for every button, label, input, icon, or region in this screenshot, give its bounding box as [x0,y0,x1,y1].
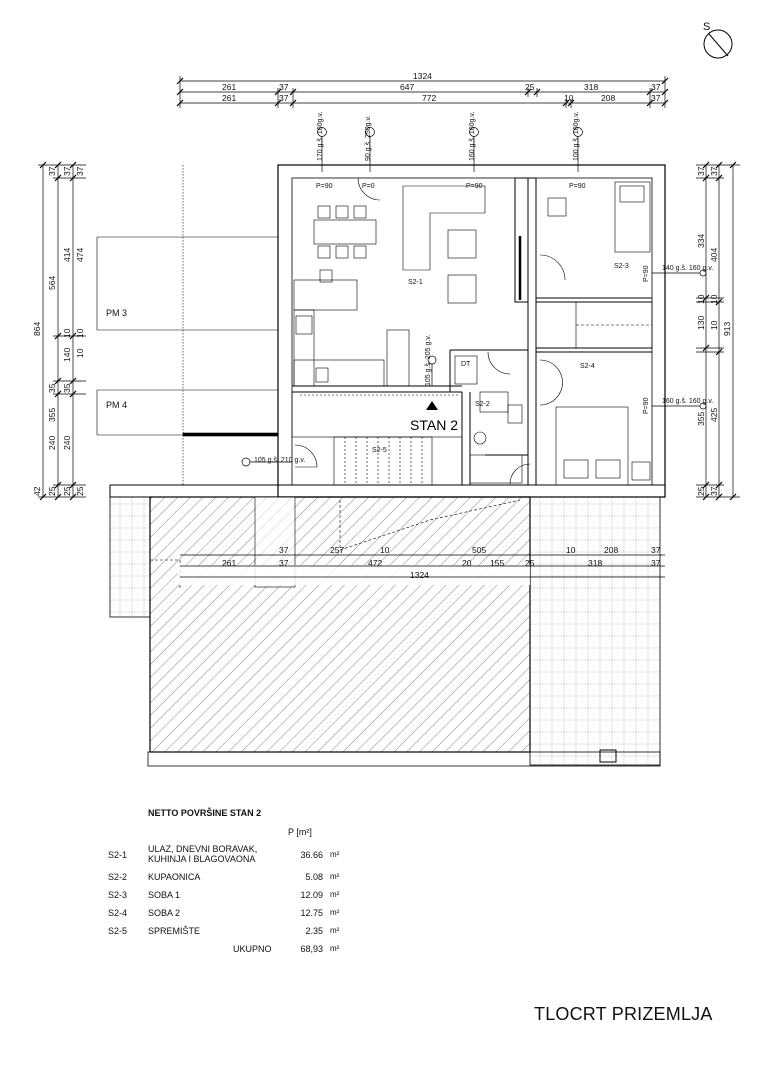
area-table-heading: NETTO POVRŠINE STAN 2 [148,808,262,818]
room-name: KUPAONICA [148,872,201,882]
dim-top: 37 [651,93,661,103]
room-code: S2-2 [108,872,128,882]
parapet-label: P=0 [362,183,375,190]
dim-mid: 261 [222,558,237,568]
dim-left: 10 [62,328,72,338]
dim-left: 140 [62,347,72,362]
room-area: 2.35 [305,926,323,936]
dim-mid: 37 [279,545,289,555]
dim-right: 37 [709,166,719,176]
parapet-label: P=90 [466,183,483,190]
opening-label: 160 g.š. 160g.v. [469,111,476,161]
room-code: S2-1 [108,850,128,860]
dim-top: 37 [279,82,289,92]
dim-mid: 37 [651,545,661,555]
dim-mid: 155 [490,558,505,568]
dim-top: 37 [279,93,289,103]
parking-bays [97,165,278,485]
dim-left: 10 [75,328,85,338]
dim-right: 130 [696,315,706,330]
drawing-title: TLOCRT PRIZEMLJA [534,1004,713,1024]
dim-mid: 10 [566,545,576,555]
dim-mid: 208 [604,545,619,555]
parapet-label: P=90 [643,265,650,282]
dim-mid: 37 [651,558,661,568]
dim-top: 208 [601,93,616,103]
compass-letter: S [703,21,711,33]
dim-top-total: 1324 [413,71,432,81]
dim-top: 318 [584,82,599,92]
dim-left: 414 [62,247,72,262]
dim-top: 647 [400,82,415,92]
unit-label: m² [330,944,340,953]
dim-mid: 257 [330,545,345,555]
dim-left: 37 [75,166,85,176]
dim-mid: 37 [279,558,289,568]
dim-top: 37 [651,82,661,92]
unit-label: m² [330,850,340,859]
parapet-label: P=90 [569,183,586,190]
dim-top: 25 [525,82,535,92]
table-row [108,890,348,904]
room-code: S2-3 [108,890,128,900]
room-label-s2-2: S2-2 [475,401,490,408]
dim-left: 37 [47,166,57,176]
dim-left: 25 [62,486,72,496]
dim-left: 474 [75,247,85,262]
right-dimension-lines [696,165,740,497]
table-row [108,844,348,864]
dim-mid: 25 [525,558,535,568]
table-row [108,926,348,940]
area-table [108,808,358,954]
dim-mid: 318 [588,558,603,568]
dim-left-total: 864 [32,321,42,336]
parapet-label: P=90 [316,183,333,190]
room-area: 36.66 [300,850,323,860]
opening-label: 160 g.š. 160 g.v. [662,398,714,405]
room-name: SPREMIŠTE [148,926,201,936]
dim-right: 404 [709,247,719,262]
dim-right: 10 [709,320,719,330]
room-code: S2-4 [108,908,128,918]
dim-left: 42 [32,486,42,496]
dim-mid: 10 [380,545,390,555]
dim-left: 25 [75,486,85,496]
dim-top: 261 [222,93,237,103]
table-row-total [108,944,348,958]
dim-left: 37 [62,166,72,176]
dim-top: 261 [222,82,237,92]
room-area: 5.08 [305,872,323,882]
dim-right: 37 [696,166,706,176]
area-table-col-header: P [m²] [288,827,312,837]
room-label-dt: DT [461,361,471,368]
dim-right: 25 [696,486,706,496]
dim-top: 772 [422,93,437,103]
room-area: 12.09 [300,890,323,900]
furniture [292,182,652,485]
table-row [108,872,348,886]
dim-left: 240 [62,435,72,450]
dim-right: 425 [709,407,719,422]
total-area: 68,93 [300,944,323,954]
unit-label: m² [330,872,340,881]
apartment-label: STAN 2 [410,417,458,433]
north-arrow-icon [704,30,732,58]
room-name: SOBA 1 [148,890,181,900]
unit-label: m² [330,926,340,935]
opening-label: 105 g.š. 205 g.v. [425,334,432,386]
room-name: ULAZ, DNEVNI BORAVAK, KUHINJA I BLAGOVAONA [148,844,258,864]
room-label-s2-5: S2-5 [372,447,387,454]
dim-right: 334 [696,233,706,248]
parapet-label: P=90 [643,397,650,414]
room-name: SOBA 2 [148,908,181,918]
parking-label-pm4: PM 4 [106,400,128,410]
ground-slab [110,485,665,766]
dim-right: 10 [709,294,719,304]
opening-label: 140 g.š. 160 g.v. [662,265,714,272]
dim-right-total: 913 [722,321,732,336]
room-label-s2-1: S2-1 [408,279,423,286]
dim-mid: 505 [472,545,487,555]
dim-right: 37 [709,486,719,496]
dim-left: 10 [75,348,85,358]
opening-label: 170 g.š. 160g.v. [317,111,324,161]
dim-mid-total: 1324 [410,570,429,580]
room-label-s2-3: S2-3 [614,263,629,270]
dim-mid: 472 [368,558,383,568]
entrance-arrow-icon [426,401,438,410]
room-label-s2-4: S2-4 [580,363,595,370]
dim-right: 10 [696,294,706,304]
dim-left: 240 [47,435,57,450]
unit-label: m² [330,908,340,917]
opening-label: 100 g.š. 160g.v. [573,111,580,161]
dim-top: 10 [564,93,574,103]
dim-left: 35 [47,383,57,393]
opening-label: 105 g.š. 210 g.v. [254,457,306,464]
total-label: UKUPNO [233,944,272,954]
parking-label-pm3: PM 3 [106,308,128,318]
room-area: 12.75 [300,908,323,918]
table-row [108,908,348,922]
dim-left: 564 [47,275,57,290]
dim-left: 355 [47,407,57,422]
dim-right: 355 [696,411,706,426]
dim-mid: 20 [462,558,472,568]
room-code: S2-5 [108,926,128,936]
unit-label: m² [330,890,340,899]
dim-left: 35 [62,383,72,393]
dim-left: 25 [47,486,57,496]
opening-label: 90 g.š. 250g.v. [365,115,372,161]
